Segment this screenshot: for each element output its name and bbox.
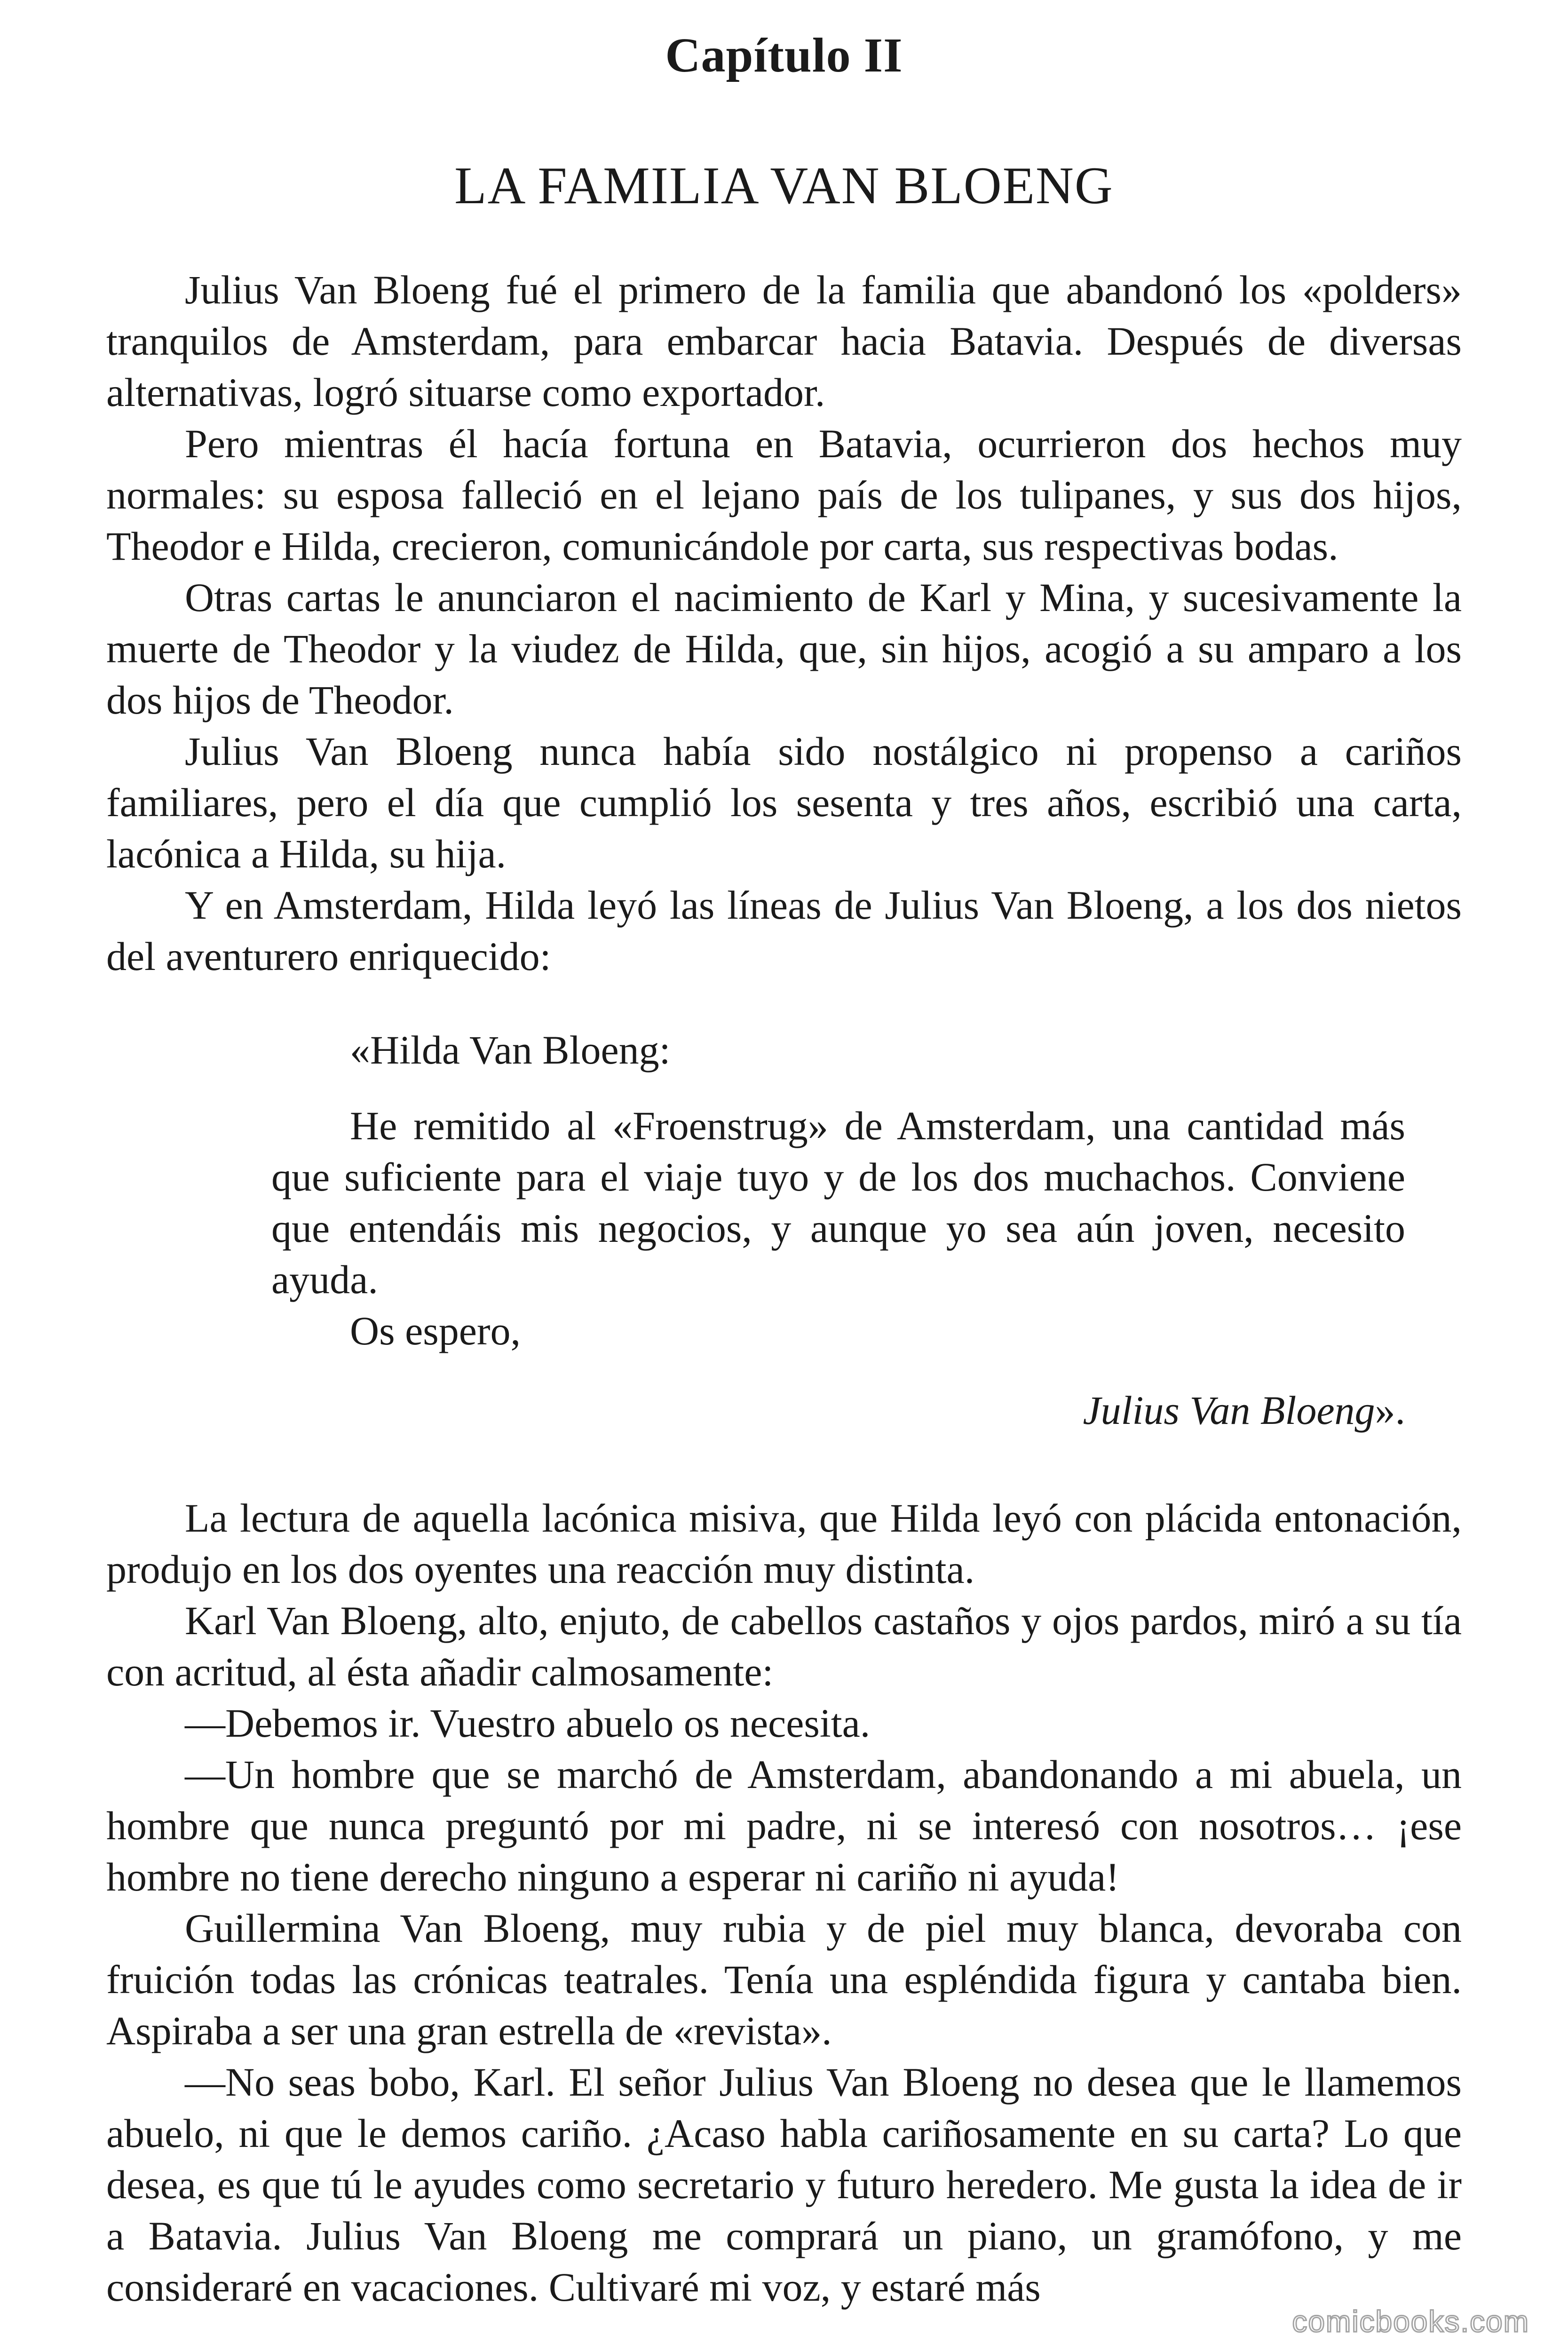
signature-name: Julius Van Bloeng <box>1083 1388 1375 1433</box>
paragraph: Julius Van Bloeng nunca había sido nostálgico ni propenso a cariños familiares, pero el día que cumplió los sesenta y tres años, escribió una carta, lacónica a Hilda, su hija. <box>106 729 1462 876</box>
paragraph: Y en Amsterdam, Hilda leyó las líneas de Julius Van Bloeng, a los dos nietos del aventurero enriquecido: <box>106 882 1462 979</box>
letter-salutation: «Hilda Van Bloeng: <box>350 1027 671 1073</box>
watermark: comicbooks.com <box>1292 2304 1529 2338</box>
paragraph: Otras cartas le anunciaron el nacimiento de Karl y Mina, y sucesivamente la muerte de Theodor y la viudez de Hilda, que, sin hijos, acogió a su amparo a los dos hijos de Theodor. <box>106 575 1462 723</box>
paragraph: Pero mientras él hacía fortuna en Batavia, ocurrieron dos hechos muy normales: su esposa falleció en el lejano país de los tulipanes, y sus dos hijos, Theodor e Hilda, crecieron, comunicándole por carta, sus respectivas bodas. <box>106 421 1462 569</box>
narrative-continued <box>106 1493 1462 2313</box>
paragraph: La lectura de aquella lacónica misiva, que Hilda leyó con plácida entonación, produjo en los dos oyentes una reacción muy distinta. <box>106 1495 1462 1592</box>
dialogue-line: —Un hombre que se marchó de Amsterdam, abandonando a mi abuela, un hombre que nunca preguntó por mi padre, ni se interesó con nosotros… ¡ese hombre no tiene derecho ninguno a esperar ni cariño ni ayuda! <box>106 1752 1462 1899</box>
paragraph: Julius Van Bloeng fué el primero de la familia que abandonó los «polders» tranquilos de Amsterdam, para embarcar hacia Batavia. Después de diversas alternativas, logró situarse como exportador. <box>106 267 1462 415</box>
dialogue-line: —Debemos ir. Vuestro abuelo os necesita. <box>185 1700 871 1746</box>
quoted-letter <box>271 1025 1405 1436</box>
letter-closing: Os espero, <box>350 1308 521 1353</box>
page-body <box>106 264 1462 2313</box>
chapter-heading: Capítulo II <box>665 28 903 82</box>
letter-body: He remitido al «Froenstrug» de Amsterdam, una cantidad más que suficiente para el viaje tuyo y de los dos muchachos. Conviene que entendáis mis negocios, y aunque yo sea aún joven, necesito ayuda. <box>271 1103 1405 1302</box>
paragraph: Guillermina Van Bloeng, muy rubia y de piel muy blanca, devoraba con fruición todas las crónicas teatrales. Tenía una espléndida figura y cantaba bien. Aspiraba a ser una gran estrella de «revista». <box>106 1906 1462 2053</box>
chapter-title: LA FAMILIA VAN BLOENG <box>454 157 1114 215</box>
dialogue-line: —No seas bobo, Karl. El señor Julius Van Bloeng no desea que le llamemos abuelo, ni que le demos cariño. ¿Acaso habla cariñosamente en su carta? Lo que desea, es que tú le ayudes como secretario y futuro heredero. Me gusta la idea de ir a Batavia. Julius Van Bloeng me comprará un piano, un gramófono, y me consideraré en vacaciones. Cultivaré mi voz, y estaré más <box>106 2059 1462 2310</box>
letter-signature <box>271 1385 1405 1436</box>
signature-end: ». <box>1375 1388 1405 1433</box>
paragraph: Karl Van Bloeng, alto, enjuto, de cabellos castaños y ojos pardos, miró a su tía con acritud, al ésta añadir calmosamente: <box>106 1598 1462 1694</box>
